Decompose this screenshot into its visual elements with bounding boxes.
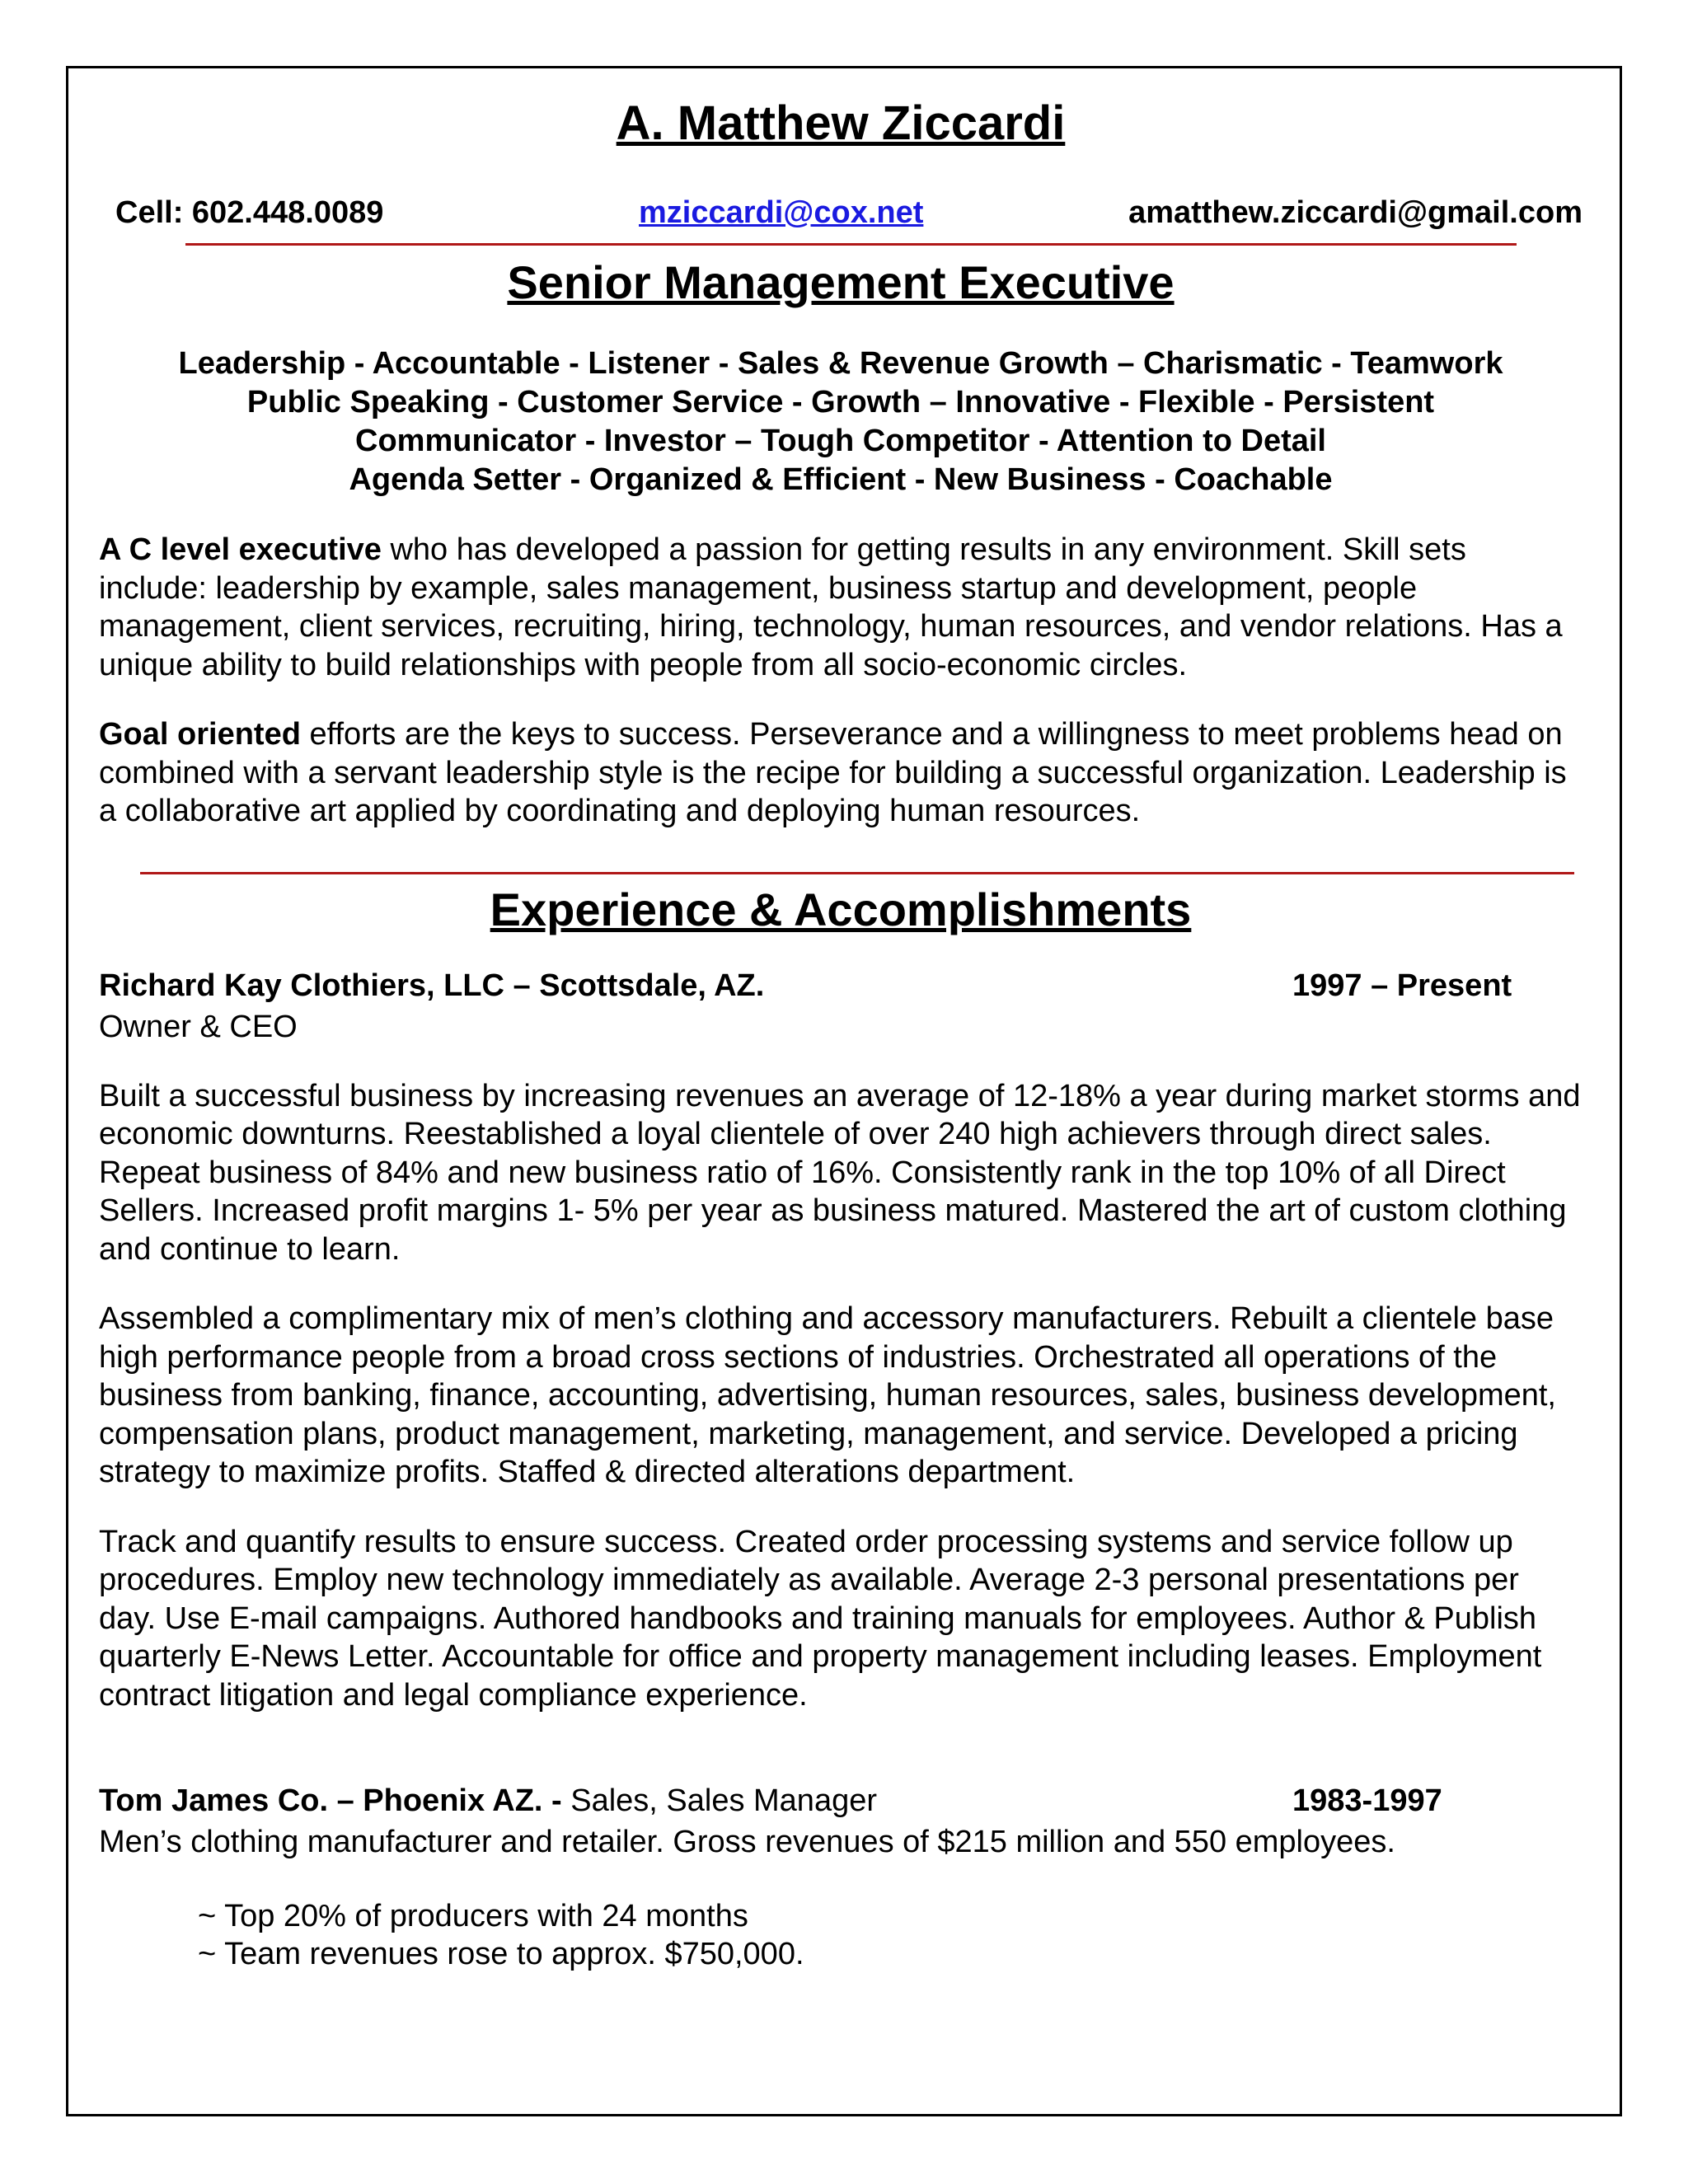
- summary-text: who has developed a passion for getting results in any environment. Skill sets include: leadership by example, sales management, business startup and development, people management, client services, recruiting, hiring, technology, human resources, and vendor relations. Has a unique ability to build relationships with people from all socio-economic circles.: [99, 532, 1563, 682]
- contact-line: [99, 195, 1582, 237]
- achievement-list: [198, 1897, 1582, 1973]
- keywords-line: Agenda Setter - Organized & Efficient - New Business - Coachable: [349, 462, 1333, 497]
- divider-top: [185, 243, 1517, 246]
- job-paragraph: Track and quantify results to ensure success. Created order processing systems and service follow up procedures. Employ new technology immediately as available. Average 2-3 personal presentations per day. Use E-mail campaigns. Authored handbooks and training manuals for employees. Author & Publish quarterly E-News Letter. Accountable for office and property management including leases. Employment contract litigation and legal compliance experience.: [99, 1524, 1542, 1713]
- job-role-inline: Sales, Sales Manager: [570, 1783, 877, 1818]
- job-company: Richard Kay Clothiers, LLC – Scottsdale, AZ.: [99, 968, 765, 1003]
- summary-paragraph: [99, 715, 1582, 831]
- candidate-name: A. Matthew Ziccardi: [616, 96, 1066, 150]
- keywords-block: [99, 344, 1582, 499]
- secondary-email: amatthew.ziccardi@gmail.com: [1128, 195, 1582, 230]
- summary-lead: Goal oriented: [99, 717, 301, 752]
- list-item: ~ Top 20% of producers with 24 months: [198, 1899, 748, 1933]
- job-description: Men’s clothing manufacturer and retailer. Gross revenues of $215 million and 550 employees.: [99, 1825, 1395, 1859]
- headline-title: Senior Management Executive: [507, 256, 1175, 308]
- summary-text: efforts are the keys to success. Perseverance and a willingness to meet problems head on combined with a servant leadership style is the recipe for building a successful organization. Leadership is a collaborative art applied by coordinating and deploying human resources.: [99, 717, 1567, 828]
- list-item: ~ Team revenues rose to approx. $750,000.: [198, 1937, 804, 1971]
- job-dates: 1983-1997: [1292, 1783, 1442, 1818]
- job-header: [99, 968, 1582, 1008]
- keywords-line: Leadership - Accountable - Listener - Sales & Revenue Growth – Charismatic - Teamwork: [178, 346, 1503, 381]
- job-header: [99, 1783, 1582, 1823]
- email-link[interactable]: mziccardi@cox.net: [639, 195, 924, 230]
- resume-page: [99, 95, 1582, 1973]
- job-role: Owner & CEO: [99, 1009, 298, 1044]
- experience-heading: Experience & Accomplishments: [490, 883, 1192, 935]
- divider-experience: [140, 872, 1574, 874]
- cell-phone: Cell: 602.448.0089: [115, 195, 384, 230]
- summary-lead: A C level executive: [99, 532, 382, 567]
- keywords-line: Public Speaking - Customer Service - Growth – Innovative - Flexible - Persistent: [246, 385, 1435, 419]
- keywords-line: Communicator - Investor – Tough Competitor - Attention to Detail: [355, 424, 1326, 458]
- job-paragraph: Assembled a complimentary mix of men’s clothing and accessory manufacturers. Rebuilt a clientele base high performance people from a broad cross sections of industries. Orchestrated all operations of the business from banking, finance, accounting, advertising, human resources, sales, business development, compensation plans, product management, marketing, management, and service. Developed a pricing strategy to maximize profits. Staffed & directed alterations department.: [99, 1301, 1556, 1489]
- job-company-name: Tom James Co. – Phoenix AZ. -: [99, 1783, 571, 1818]
- job-dates: 1997 – Present: [1292, 968, 1512, 1003]
- job-company: [99, 1783, 877, 1819]
- job-paragraph: Built a successful business by increasing revenues an average of 12-18% a year during market storms and economic downturns. Reestablished a loyal clientele of over 240 high achievers through direct sales. Repeat business of 84% and new business ratio of 16%. Consistently rank in the top 10% of all Direct Sellers. Increased profit margins 1- 5% per year as business matured. Mastered the art of custom clothing and continue to learn.: [99, 1078, 1581, 1267]
- summary-paragraph: [99, 531, 1582, 684]
